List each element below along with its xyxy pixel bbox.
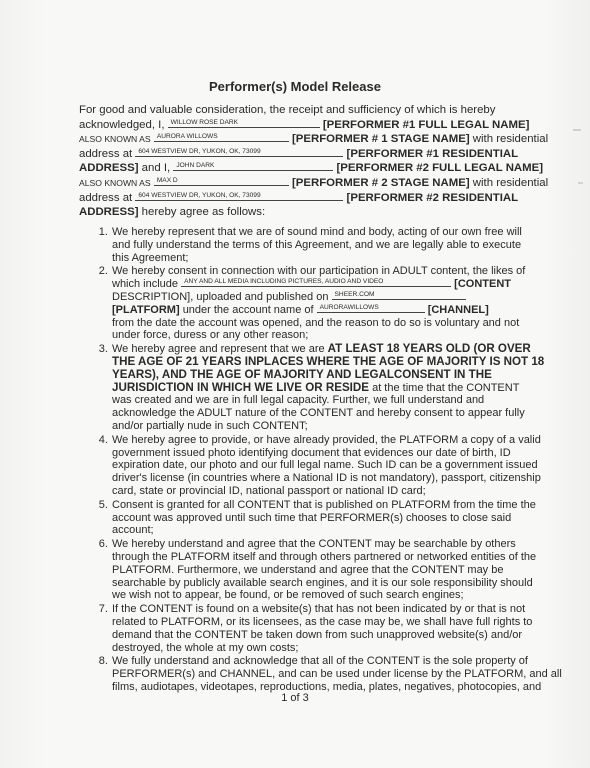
intro-line: For good and valuable consideration, the receipt and sufficiency of which is hereby (79, 104, 496, 116)
terms-list (80, 226, 562, 695)
term-item-5: 5. Consent is granted for all CONTENT that is published on PLATFORM from the time the account was approved until such time that PERFORMER(s) chooses to close said account; (111, 499, 551, 537)
intro-line: address at 604 WESTVIEW DR, YUKON, OK, 73099 [PERFORMER #2 RESIDENTIAL (79, 191, 519, 204)
intro-line: address at 604 WESTVIEW DR, YUKON, OK, 73099 [PERFORMER #1 RESIDENTIAL (79, 147, 519, 160)
document-title: Performer(s) Model Release (209, 79, 381, 94)
platform-field: SHEER.COM (332, 291, 466, 300)
scan-mark (578, 182, 583, 184)
term-item-7: 7. If the CONTENT is found on a website(s) that has not been indicated by or that is not related to PLATFORM, or its licensees, as the case may be, we shall have full rights to demand that the CONTENT be taken down from such unapproved website(s) and/or destroyed, the whole at my own costs; (111, 603, 551, 654)
intro-line: ALSO KNOWN AS MAX D [PERFORMER # 2 STAGE NAME] with residential (79, 176, 549, 189)
performer1-address-field: 604 WESTVIEW DR, YUKON, OK, 73099 (135, 148, 343, 157)
performer2-address-field: 604 WESTVIEW DR, YUKON, OK, 73099 (135, 192, 343, 201)
intro-line: acknowledged, I, WILLOW ROSE DARK [PERFORMER #1 FULL LEGAL NAME] (79, 118, 530, 131)
performer2-stage-name-field: MAX D (154, 177, 289, 186)
performer1-stage-name-field: AURORA WILLOWS (154, 133, 289, 142)
term-item-3: 3. We hereby agree and represent that we are AT LEAST 18 YEARS OLD (OR OVER THE AGE OF 21 YEARS INPLACES WHERE THE AGE OF MAJORITY IS NOT 18 YEARS), AND THE AGE OF MAJORITY AND LEGALCONSENT IN THE JURISDICTION IN WHICH WE LIVE OR RESIDE at the time that the CONTENT was created and we are in full legal capacity. Further, we full understand and acknowledge the ADULT nature of the CONTENT and hereby consent to appear fully and/or partially nude in such CONTENT; (111, 343, 551, 433)
term-item-1: 1. We hereby represent that we are of sound mind and body, acting of our own free will and fully understand the terms of this Agreement, and we are legally able to execute this Agreement; (111, 226, 551, 264)
page-number: 1 of 3 (281, 692, 309, 704)
intro-paragraph (79, 103, 549, 220)
channel-field: AURORAWILLOWS (317, 304, 425, 313)
term-item-8: 8. We fully understand and acknowledge that all of the CONTENT is the sole property of PERFORMER(s) and CHANNEL, and can be used under license by the PLATFORM, and all films, audiotapes, videotapes, reproductions, media, plates, negatives, photocopies, and (111, 655, 551, 693)
intro-line: ADDRESS] and I, JOHN DARK [PERFORMER #2 FULL LEGAL NAME] (79, 162, 544, 175)
performer1-legal-name-field: WILLOW ROSE DARK (168, 119, 320, 128)
intro-line: ADDRESS] hereby agree as follows: (79, 206, 266, 219)
performer2-legal-name-field: JOHN DARK (173, 162, 333, 171)
content-description-field: ANY AND ALL MEDIA INCLUDING PICTURES, AUDIO AND VIDEO (181, 278, 451, 287)
term-item-6: 6. We hereby understand and agree that the CONTENT may be searchable by others through the PLATFORM itself and through others partnered or networked entities of the PLATFORM. Furthermore, we understand and agree that the CONTENT may be searchable by publicly available search engines, and it is our sole responsibility should we wish not to appear, be found, or be removed of such search engines; (111, 538, 551, 602)
intro-line: ALSO KNOWN AS AURORA WILLOWS [PERFORMER # 1 STAGE NAME] with residential (79, 133, 549, 146)
scan-mark (573, 129, 581, 131)
term-item-2: 2. We hereby consent in connection with our participation in ADULT content, the likes of which include ANY AND ALL MEDIA INCLUDING PICTURES, AUDIO AND VIDEO [CONTENT DESCRIPTION], uploaded and published on SHEER.COM [PLATFORM] under the account name of AURORAWILLOWS [CHANNEL] from the date the account was opened, and the reason to do so is voluntary and not under force, duress or any other reason; (111, 265, 551, 342)
term-item-4: 4. We hereby agree to provide, or have already provided, the PLATFORM a copy of a valid government issued photo identifying document that evidences our date of birth, ID expiration date, our photo and our full legal name. Such ID can be a government issued driver's license (in countries where a National ID is not mandatory), passport, citizenship card, state or provincial ID, national passport or national ID card; (111, 434, 551, 498)
